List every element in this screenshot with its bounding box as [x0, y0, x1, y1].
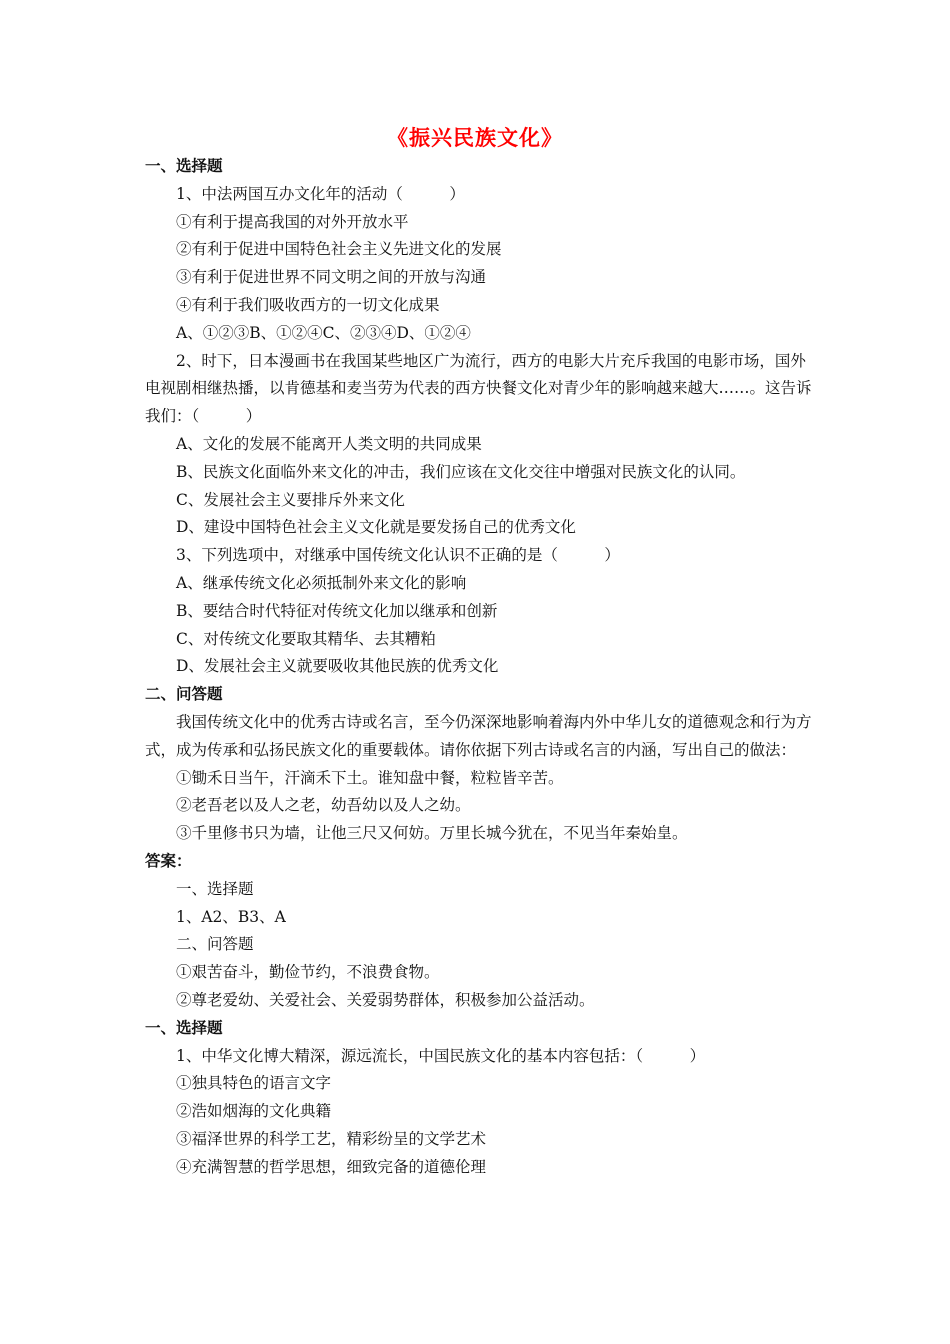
- question-2-option: B、民族文化面临外来文化的冲击，我们应该在文化交往中增强对民族文化的认同。: [176, 462, 746, 481]
- qa-item: ②老吾老以及人之老，幼吾幼以及人之幼。: [176, 796, 471, 815]
- answer-line: 1、A2、B3、A: [176, 907, 286, 926]
- question-4-item: ③福泽世界的科学工艺，精彩纷呈的文学艺术: [176, 1129, 487, 1148]
- answer-line: ②尊老爱幼、关爱社会、关爱弱势群体，积极参加公益活动。: [176, 990, 595, 1009]
- section-heading-choice-2: 一、选择题: [145, 1018, 223, 1037]
- section-heading-qa: 二、问答题: [145, 685, 223, 704]
- question-2-stem: 2、时下，日本漫画书在我国某些地区广为流行，西方的电影大片充斥我国的电影市场，国外电视剧相继热播，以肯德基和麦当劳为代表的西方快餐文化对青少年的影响越来越大……。这告诉我们：（ ）: [145, 351, 812, 426]
- question-3-option: B、要结合时代特征对传统文化加以继承和创新: [176, 601, 498, 620]
- document-body: [145, 153, 815, 1181]
- qa-question-stem: 我国传统文化中的优秀古诗或名言，至今仍深深地影响着海内外中华儿女的道德观念和行为方式，成为传承和弘扬民族文化的重要载体。请你依据下列古诗或名言的内涵，写出自己的做法：: [145, 712, 812, 759]
- question-4-item: ②浩如烟海的文化典籍: [176, 1102, 332, 1121]
- question-1-item: ①有利于提高我国的对外开放水平: [176, 212, 409, 231]
- question-1-stem: 1、中法两国互办文化年的活动（ ）: [176, 184, 465, 203]
- question-3-option: A、继承传统文化必须抵制外来文化的影响: [176, 573, 467, 592]
- question-4-item: ①独具特色的语言文字: [176, 1074, 332, 1093]
- answer-line: 一、选择题: [176, 879, 254, 898]
- question-1-options: A、①②③B、①②④C、②③④D、①②④: [176, 323, 471, 342]
- question-1-item: ④有利于我们吸收西方的一切文化成果: [176, 295, 440, 314]
- qa-item: ①锄禾日当午，汗滴禾下土。谁知盘中餐，粒粒皆辛苦。: [176, 768, 564, 787]
- question-2-option: D、建设中国特色社会主义文化就是要发扬自己的优秀文化: [176, 518, 576, 537]
- question-4-item: ④充满智慧的哲学思想，细致完备的道德伦理: [176, 1157, 487, 1176]
- answer-line: ①艰苦奋斗，勤俭节约，不浪费食物。: [176, 963, 440, 982]
- question-1-item: ②有利于促进中国特色社会主义先进文化的发展: [176, 240, 502, 259]
- question-2-option: A、文化的发展不能离开人类文明的共同成果: [176, 434, 482, 453]
- section-heading-choice: 一、选择题: [145, 157, 223, 175]
- question-2-option: C、发展社会主义要排斥外来文化: [176, 490, 405, 509]
- question-3-stem: 3、下列选项中，对继承中国传统文化认识不正确的是（ ）: [176, 546, 620, 565]
- question-1-item: ③有利于促进世界不同文明之间的开放与沟通: [176, 268, 487, 287]
- qa-item: ③千里修书只为墙，让他三尺又何妨。万里长城今犹在，不见当年秦始皇。: [176, 824, 688, 843]
- question-3-option: D、发展社会主义就要吸收其他民族的优秀文化: [176, 657, 499, 676]
- answer-line: 二、问答题: [176, 935, 254, 954]
- document-title: 《振兴民族文化》: [387, 126, 563, 150]
- question-3-option: C、对传统文化要取其精华、去其糟粕: [176, 629, 436, 648]
- question-4-stem: 1、中华文化博大精深，源远流长，中国民族文化的基本内容包括：（ ）: [176, 1046, 706, 1065]
- answers-heading: 答案：: [145, 851, 192, 870]
